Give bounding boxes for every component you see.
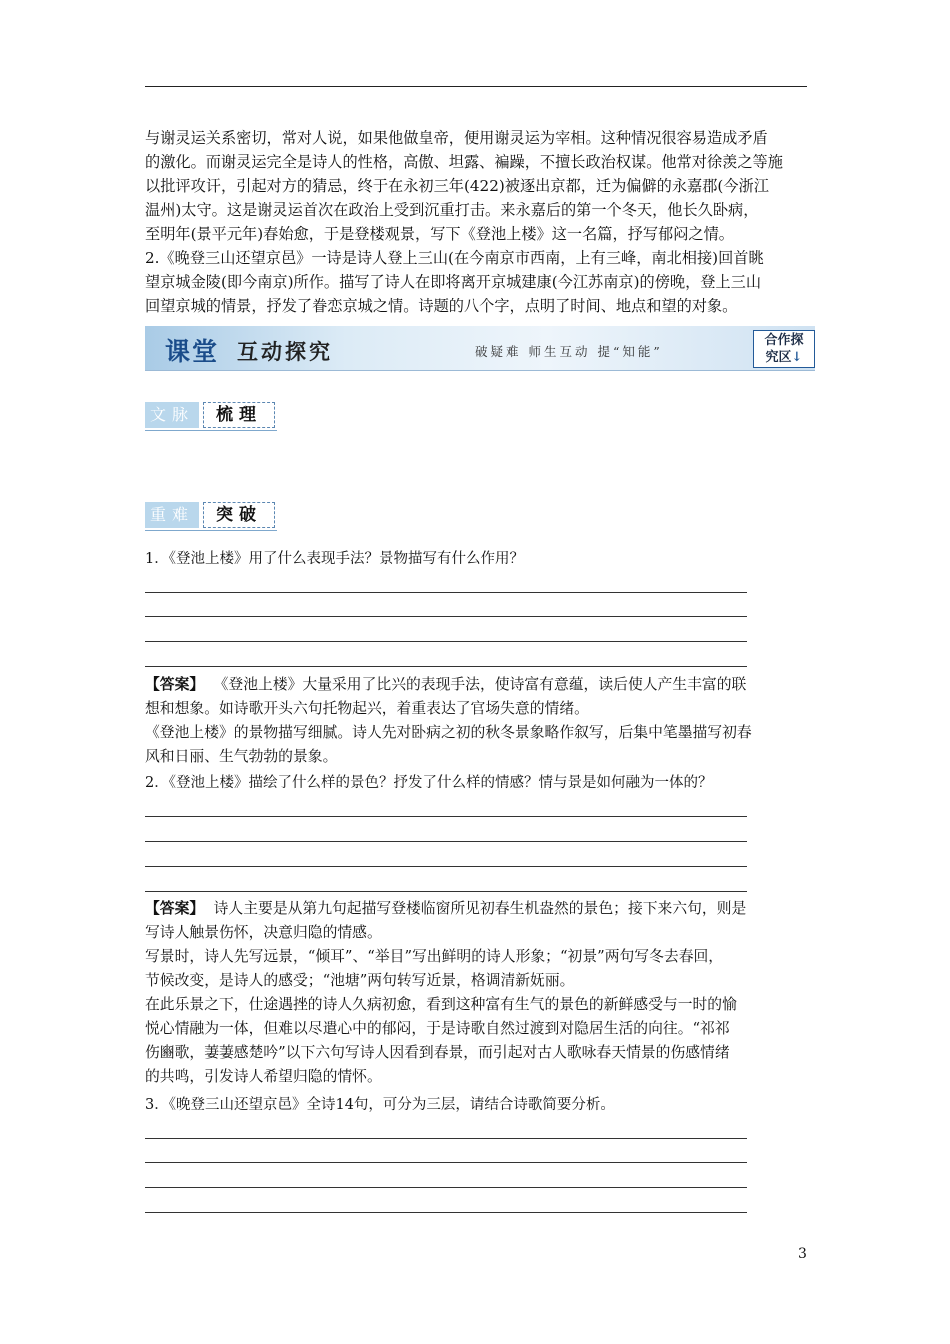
text-line: 风和日丽、生气勃勃的景象。 xyxy=(145,748,338,765)
section-underline xyxy=(145,530,277,531)
section-tag-dark: 突破 xyxy=(203,502,275,528)
text-line: 的激化。而谢灵运完全是诗人的性格，高傲、坦露、褊躁，不擅长政治权谋。他常对徐羡之等施 xyxy=(145,153,783,171)
answer-blank xyxy=(145,1187,747,1188)
answer-blank xyxy=(145,816,747,817)
banner-subtitle: 破疑难 师生互动 提“知能” xyxy=(475,344,663,359)
answer-label: 【答案】 xyxy=(145,676,205,693)
answer-label: 【答案】 xyxy=(145,900,205,917)
answer-blank xyxy=(145,1162,747,1163)
text-line: 想和想象。如诗歌开头六句托物起兴，着重表达了官场失意的情绪。 xyxy=(145,700,589,717)
answer-blank xyxy=(145,891,747,892)
answer-1 xyxy=(145,673,813,769)
text-line: 《登池上楼》大量采用了比兴的表现手法，使诗富有意蕴，读后使人产生丰富的联 xyxy=(213,676,747,693)
section-tag-light: 重难 xyxy=(145,502,199,528)
intro-paragraph xyxy=(145,126,813,318)
section-tag-dark: 梳理 xyxy=(203,402,275,428)
text-line: 回望京城的情景，抒发了眷恋京城之情。诗题的八个字，点明了时间、地点和望的对象。 xyxy=(145,297,738,315)
text-line: 以批评攻讦，引起对方的猜忌，终于在永初三年(422)被逐出京都，迁为偏僻的永嘉郡(今浙江 xyxy=(145,177,769,195)
text-line: 写景时，诗人先写远景，“倾耳”、“举目”写出鲜明的诗人形象；“初景”两句写冬去春回， xyxy=(145,948,724,965)
badge-line-2: 究区 xyxy=(765,350,792,365)
banner-badge xyxy=(753,330,815,368)
text-line: 诗人主要是从第九句起描写登楼临窗所见初春生机盎然的景色；接下来六句，则是 xyxy=(213,900,747,917)
answer-2 xyxy=(145,897,813,1089)
text-line: 伤豳歌，萋萋感楚吟”以下六句写诗人因看到春景，而引起对古人歌咏春天情景的伤感情绪 xyxy=(145,1044,730,1061)
answer-blank xyxy=(145,866,747,867)
text-line: 与谢灵运关系密切，常对人说，如果他做皇帝，便用谢灵运为宰相。这种情况很容易造成矛盾 xyxy=(145,129,768,147)
text-line: 至明年(景平元年)春始愈，于是登楼观景，写下《登池上楼》这一名篇，抒写郁闷之情。 xyxy=(145,225,734,243)
question-3: 3．《晚登三山还望京邑》全诗14句，可分为三层，请结合诗歌简要分析。 xyxy=(145,1097,615,1113)
section-banner xyxy=(145,326,815,371)
question-2: 2．《登池上楼》描绘了什么样的景色？抒发了什么样的情感？情与景是如何融为一体的？ xyxy=(145,775,713,791)
answer-blank xyxy=(145,1212,747,1213)
answer-blank xyxy=(145,841,747,842)
question-1: 1．《登池上楼》用了什么表现手法？景物描写有什么作用？ xyxy=(145,551,524,567)
text-line: 《登池上楼》的景物描写细腻。诗人先对卧病之初的秋冬景象略作叙写，后集中笔墨描写初春 xyxy=(145,724,752,741)
header-rule xyxy=(145,86,807,87)
answer-blank xyxy=(145,641,747,642)
section-tag-light: 文脉 xyxy=(145,402,199,428)
text-line: 的共鸣，引发诗人希望归隐的情怀。 xyxy=(145,1068,382,1085)
section-header-outline xyxy=(145,402,277,430)
text-line: 温州)太守。这是谢灵运首次在政治上受到沉重打击。来永嘉后的第一个冬天，他长久卧病， xyxy=(145,201,759,219)
badge-line-1: 合作探 xyxy=(764,333,804,348)
answer-blank xyxy=(145,1138,747,1139)
answer-blank xyxy=(145,616,747,617)
text-line: 节候改变，是诗人的感受；“池塘”两句转写近景，格调清新妩丽。 xyxy=(145,972,575,989)
text-line: 写诗人触景伤怀，决意归隐的情感。 xyxy=(145,924,382,941)
answer-blank xyxy=(145,592,747,593)
arrow-down-icon: ↓ xyxy=(791,350,803,365)
answer-blank xyxy=(145,666,747,667)
section-underline xyxy=(145,430,277,431)
banner-title: 互动探究 xyxy=(237,339,333,364)
page-number: 3 xyxy=(798,1246,807,1262)
text-line: 2.《晚登三山还望京邑》一诗是诗人登上三山(在今南京市西南，上有三峰，南北相接)回首眺 xyxy=(145,249,764,267)
text-line: 望京城金陵(即今南京)所作。描写了诗人在即将离开京城建康(今江苏南京)的傍晚，登上三山 xyxy=(145,273,762,291)
section-header-difficulties xyxy=(145,502,277,530)
text-line: 悦心情融为一体，但难以尽遣心中的郁闷，于是诗歌自然过渡到对隐居生活的向往。“祁祁 xyxy=(145,1020,730,1037)
text-line: 在此乐景之下，仕途遇挫的诗人久病初愈，看到这种富有生气的景色的新鲜感受与一时的愉 xyxy=(145,996,737,1013)
banner-title-bold: 课堂 xyxy=(165,337,220,366)
